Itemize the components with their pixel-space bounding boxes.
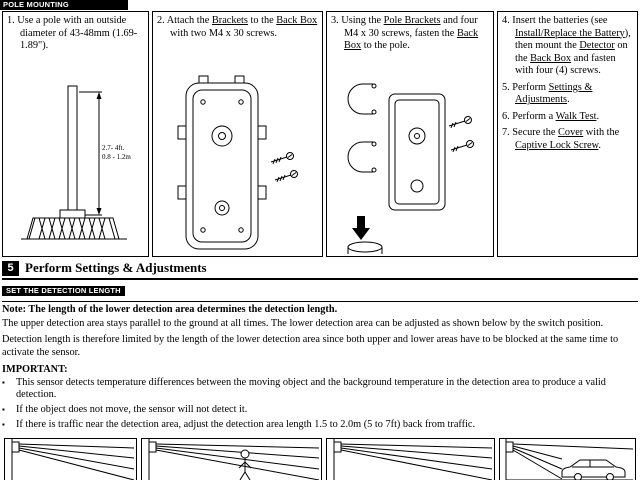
sensor-icon	[12, 442, 19, 452]
sensor-icon	[506, 442, 513, 452]
beam-diagram	[5, 439, 136, 480]
bullet-marker: ▪	[2, 420, 5, 430]
step-7-text: 7. Secure the Cover with the Captive Lock Screw.	[502, 127, 620, 151]
down-arrow-icon	[352, 216, 370, 240]
step-6-text: 6. Perform a Walk Test.	[502, 110, 600, 122]
detection-beam-panel	[4, 438, 137, 480]
step-3-text: 3. Using the Pole Brackets and four M4 x 30 screws, fasten the Back Box to the pole.	[331, 15, 479, 52]
step-2-text: 2. Attach the Brackets to the Back Box with two M4 x 30 screws.	[157, 15, 318, 39]
step-1-text: 1. Use a pole with an outside diameter of 43-48mm (1.69-1.89").	[7, 15, 138, 52]
list-item	[2, 419, 638, 432]
step-1-panel	[2, 11, 149, 257]
detection-paragraph-2: Detection length is therefore limited by the length of the lower detection area since both upper and lower areas have to be blocked at the same time to activate the sensor.	[2, 333, 619, 358]
settings-section	[2, 260, 638, 432]
section-number-badge: 5	[2, 261, 19, 276]
pole-height-ft-label: 2.7- 4ft.	[102, 144, 125, 152]
m4-screw-icon	[275, 171, 298, 183]
list-item	[2, 404, 638, 417]
pole-mounting-header: POLE MOUNTING	[0, 0, 128, 10]
list-item	[2, 377, 638, 403]
bullet-marker: ▪	[2, 377, 5, 387]
important-label: IMPORTANT:	[2, 363, 68, 375]
detection-beam-panel	[326, 438, 495, 480]
section-title: Perform Settings & Adjustments	[25, 260, 207, 275]
detection-paragraph-1: The upper detection area stays parallel to the ground at all times. The lower detection area can be adjusted as shown below by the switch position.	[2, 318, 604, 329]
bullet-text: If there is traffic near the detection area, adjust the detection area length 1.5 to 2.0m (5 to 7ft) back from traffic.	[16, 419, 476, 431]
detection-beam-panel	[141, 438, 322, 480]
step-5-text: 5. Perform Settings & Adjustments.	[502, 81, 593, 106]
bullet-marker: ▪	[2, 405, 5, 415]
bullet-text: This sensor detects temperature differences between the moving object and the background temperature in the detection area to produce a valid detection.	[16, 376, 606, 401]
step-4-text: 4. Insert the batteries (see Install/Replace the Battery), then mount the Detector on the Back Box and fasten with four (4) screws.	[502, 15, 631, 77]
detection-note: Note: The length of the lower detection area determines the detection length.	[2, 301, 638, 315]
beam-diagram-with-car	[500, 439, 635, 480]
detection-beam-panel	[499, 438, 636, 480]
pole-bracket-diagram	[329, 68, 487, 254]
section-5-heading	[2, 260, 638, 276]
beam-diagram	[327, 439, 494, 480]
pole-height-m-label: 0.8 - 1.2m	[102, 153, 131, 161]
m4-screw-icon	[451, 141, 474, 153]
car-icon	[562, 460, 625, 480]
important-bullet-list	[2, 377, 638, 432]
steps-4-7-panel	[497, 11, 638, 257]
beam-diagram-with-person	[142, 439, 321, 480]
step-3-panel	[326, 11, 494, 257]
detection-area-diagrams	[4, 438, 637, 480]
sensor-icon	[149, 442, 156, 452]
pole-mounting-steps	[2, 11, 638, 257]
heading-rule	[2, 278, 638, 280]
bullet-text: If the object does not move, the sensor will not detect it.	[16, 404, 248, 416]
m4-screw-icon	[271, 153, 294, 165]
sensor-icon	[334, 442, 341, 452]
m4-screw-icon	[449, 117, 472, 129]
back-box-diagram	[155, 74, 316, 254]
set-detection-length-header: SET THE DETECTION LENGTH	[2, 286, 125, 296]
step-2-panel	[152, 11, 323, 257]
person-icon	[239, 450, 251, 480]
pole-diagram	[5, 72, 144, 254]
